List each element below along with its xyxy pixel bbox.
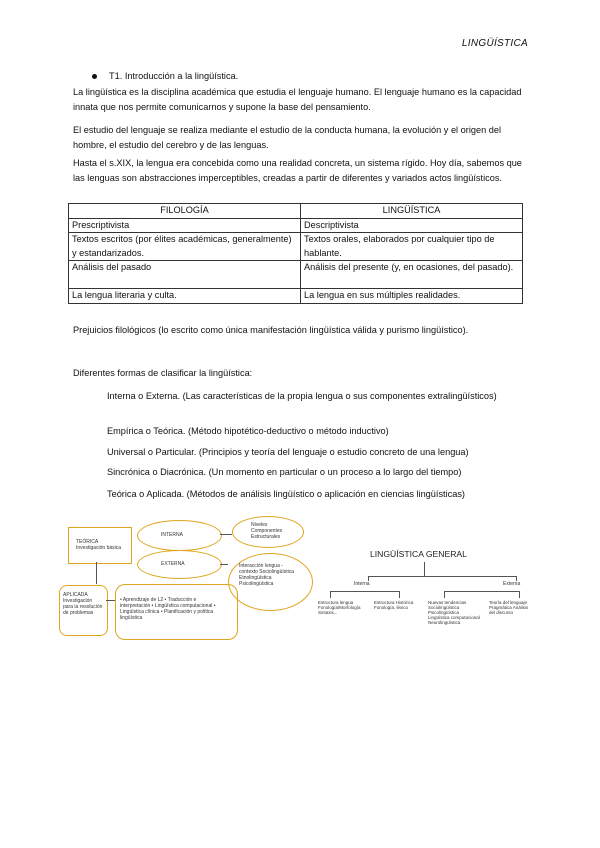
table-cell: Análisis del pasado — [69, 261, 301, 289]
sub-branch-2: Estructura Histórica Fonología, léxico — [374, 600, 414, 610]
table-cell: Textos escritos (por élites académicas, generalmente) y estandarizados. — [69, 233, 301, 261]
formas-title: Diferentes formas de clasificar la lingüística: — [73, 368, 253, 378]
comparison-table — [68, 203, 523, 304]
table-row — [69, 261, 523, 289]
table-cell: Análisis del presente (y, en ocasiones, del pasado). — [301, 261, 523, 289]
table-header-row — [69, 204, 523, 219]
connector-line — [106, 600, 115, 601]
branch-left-label: Interna — [354, 581, 370, 587]
list-item: Interna o Externa. (Las características de la propia lengua o sus componentes extralingüísticos) — [107, 391, 497, 401]
connector-line — [424, 562, 425, 576]
connector-line — [330, 591, 331, 598]
list-item: Sincrónica o Diacrónica. (Un momento en particular o un proceso a lo largo del tiempo) — [107, 467, 462, 477]
sub-branch-1: Estructura lengua Fonología/Morfología Sintaxis... — [318, 600, 361, 615]
paragraph-history: Hasta el s.XIX, la lengua era concebida como una realidad concreta, un sistema rígido. Hoy día, sabemos que las lenguas son abstracciones imperceptibles, creadas a partir de diferentes y variados actos lingüísticos. — [73, 158, 522, 183]
table-row — [69, 233, 523, 261]
prejuicios-text: Prejuicios filológicos (lo escrito como única manifestación lingüística válida y purismo lingüístico). — [73, 325, 469, 335]
niveles-label: Niveles Componentes Estructurales — [251, 522, 283, 540]
bullet-icon — [92, 74, 97, 79]
externa-label: EXTERNA — [161, 561, 185, 567]
connector-line — [96, 562, 97, 584]
list-item: Universal o Particular. (Principios y teoría del lenguaje o estudio concreto de una lengua) — [107, 447, 469, 457]
table-row — [69, 218, 523, 233]
table-cell: Prescriptivista — [69, 218, 301, 233]
connector-line — [330, 591, 400, 592]
table-cell: Textos orales, elaborados por cualquier tipo de hablante. — [301, 233, 523, 261]
list-item: Teórica o Aplicada. (Métodos de análisis lingüístico o aplicación en ciencias lingüísticas) — [107, 489, 465, 499]
aplicada-label: APLICADA Investigación para la resolución de problemas — [63, 592, 103, 616]
table-header-linguistica: LINGÜÍSTICA — [301, 204, 523, 219]
page-header: LINGÜÍSTICA — [461, 38, 528, 49]
aplicada-list: • Aprendizaje de L2 • Traducción e interpretación • Lingüística computacional • Lingüística clínica • Planificación y política lingüística — [120, 597, 216, 621]
table-cell: La lengua literaria y culta. — [69, 289, 301, 304]
sub-branch-4: Teoría del lenguaje Pragmática Análisis del discurso — [489, 600, 529, 615]
interna-label: INTERNA — [161, 532, 183, 538]
connector-line — [220, 564, 228, 565]
table-cell: Descriptivista — [301, 218, 523, 233]
table-cell: La lengua en sus múltiples realidades. — [301, 289, 523, 304]
sub-branch-3: Nuevas tendencias Sociolingüística Psicolingüística Lingüística computacional Neurolingüística — [428, 600, 480, 625]
table-header-filologia: FILOLOGÍA — [69, 204, 301, 219]
paragraph-study: El estudio del lenguaje se realiza mediante el estudio de la conducta humana, la evolución y el origen del hombre, el estudio del cerebro y de las lenguas. — [73, 125, 502, 150]
topic-bullet — [92, 71, 238, 81]
connector-line — [399, 591, 400, 598]
branch-right-label: Externa — [503, 581, 521, 587]
connector-line — [519, 591, 520, 598]
connector-line — [444, 591, 520, 592]
connector-line — [368, 576, 516, 577]
general-title: LINGÜÍSTICA GENERAL — [370, 549, 467, 559]
connector-line — [444, 591, 445, 598]
connector-line — [220, 534, 232, 535]
externa-list: Interacción lengua - contexto Sociolingüística Etnolingüística Psicolingüística — [239, 563, 295, 587]
paragraph-definition: La lingüística es la disciplina académica que estudia el lenguaje humano. El lenguaje humano es la capacidad innata que nos permite comunicarnos y supone la base del pensamiento. — [73, 87, 522, 112]
table-row — [69, 289, 523, 304]
topic-title: T1. Introducción a la lingüística. — [109, 71, 239, 81]
teorica-label: TEÓRICA Investigación básica — [76, 539, 122, 551]
list-item: Empírica o Teórica. (Método hipotético-deductivo o método inductivo) — [107, 426, 389, 436]
